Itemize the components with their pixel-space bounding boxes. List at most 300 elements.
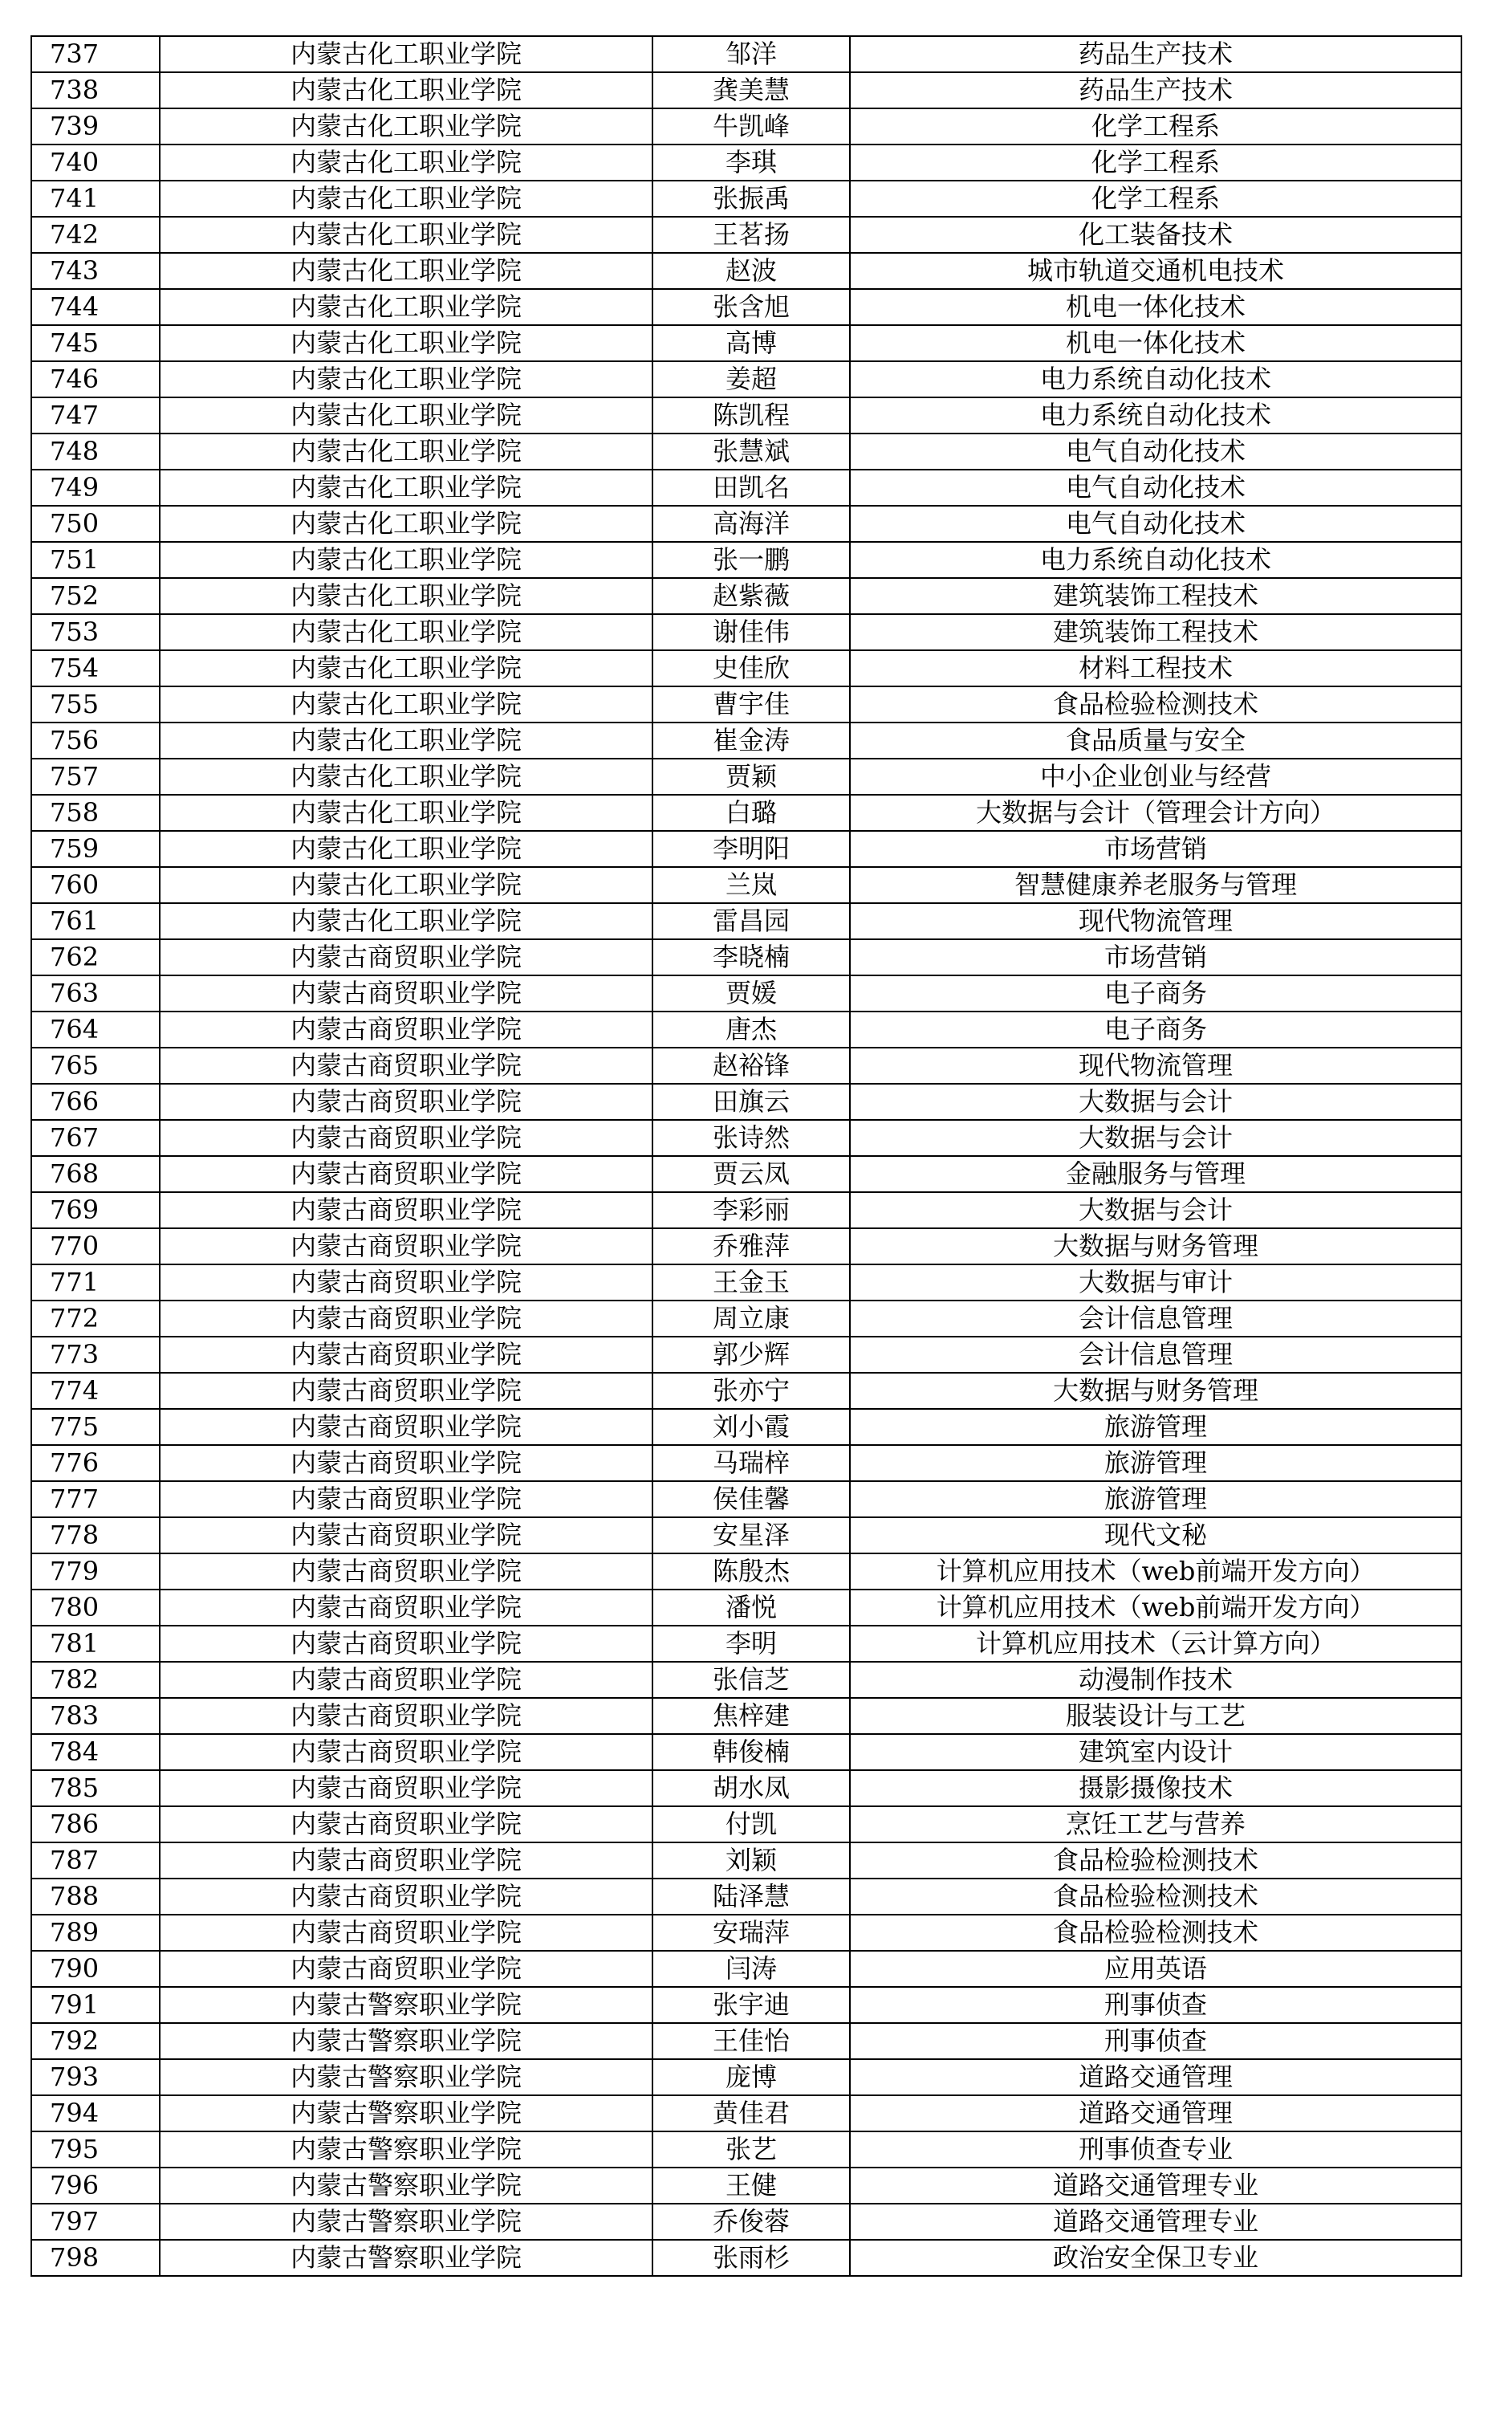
school-name-cell: 内蒙古化工职业学院 xyxy=(160,470,652,506)
major-name-cell: 大数据与财务管理 xyxy=(850,1373,1461,1409)
table-row xyxy=(31,361,1461,397)
school-name-cell: 内蒙古警察职业学院 xyxy=(160,2168,652,2204)
row-number-cell: 738 xyxy=(31,72,160,108)
student-name-cell: 潘悦 xyxy=(652,1590,850,1626)
row-number-cell: 795 xyxy=(31,2131,160,2168)
row-number-cell: 798 xyxy=(31,2240,160,2276)
student-name-cell: 邹洋 xyxy=(652,36,850,72)
student-name-cell: 张亦宁 xyxy=(652,1373,850,1409)
major-name-cell: 道路交通管理 xyxy=(850,2095,1461,2131)
table-row xyxy=(31,1048,1461,1084)
school-name-cell: 内蒙古商贸职业学院 xyxy=(160,939,652,975)
student-name-cell: 雷昌园 xyxy=(652,903,850,939)
school-name-cell: 内蒙古化工职业学院 xyxy=(160,434,652,470)
student-name-cell: 焦梓建 xyxy=(652,1698,850,1734)
row-number-cell: 764 xyxy=(31,1012,160,1048)
student-name-cell: 贾媛 xyxy=(652,975,850,1012)
major-name-cell: 电气自动化技术 xyxy=(850,434,1461,470)
table-row xyxy=(31,1373,1461,1409)
major-name-cell: 烹饪工艺与营养 xyxy=(850,1806,1461,1842)
major-name-cell: 政治安全保卫专业 xyxy=(850,2240,1461,2276)
major-name-cell: 药品生产技术 xyxy=(850,72,1461,108)
school-name-cell: 内蒙古商贸职业学院 xyxy=(160,1879,652,1915)
row-number-cell: 755 xyxy=(31,686,160,723)
table-row xyxy=(31,2095,1461,2131)
student-name-cell: 牛凯峰 xyxy=(652,108,850,145)
school-name-cell: 内蒙古警察职业学院 xyxy=(160,2204,652,2240)
school-name-cell: 内蒙古商贸职业学院 xyxy=(160,1120,652,1156)
school-name-cell: 内蒙古化工职业学院 xyxy=(160,831,652,867)
school-name-cell: 内蒙古化工职业学院 xyxy=(160,72,652,108)
major-name-cell: 建筑室内设计 xyxy=(850,1734,1461,1770)
major-name-cell: 化学工程系 xyxy=(850,145,1461,181)
school-name-cell: 内蒙古商贸职业学院 xyxy=(160,1770,652,1806)
student-name-cell: 赵裕锋 xyxy=(652,1048,850,1084)
table-row xyxy=(31,72,1461,108)
school-name-cell: 内蒙古商贸职业学院 xyxy=(160,1409,652,1445)
major-name-cell: 材料工程技术 xyxy=(850,650,1461,686)
row-number-cell: 789 xyxy=(31,1915,160,1951)
table-row xyxy=(31,1879,1461,1915)
row-number-cell: 743 xyxy=(31,253,160,289)
table-row xyxy=(31,1590,1461,1626)
major-name-cell: 食品检验检测技术 xyxy=(850,1915,1461,1951)
student-name-cell: 高博 xyxy=(652,325,850,361)
table-row xyxy=(31,2204,1461,2240)
table-row xyxy=(31,1264,1461,1301)
major-name-cell: 大数据与会计 xyxy=(850,1084,1461,1120)
major-name-cell: 应用英语 xyxy=(850,1951,1461,1987)
student-name-cell: 张诗然 xyxy=(652,1120,850,1156)
major-name-cell: 食品质量与安全 xyxy=(850,723,1461,759)
row-number-cell: 794 xyxy=(31,2095,160,2131)
major-name-cell: 食品检验检测技术 xyxy=(850,686,1461,723)
school-name-cell: 内蒙古化工职业学院 xyxy=(160,145,652,181)
row-number-cell: 751 xyxy=(31,542,160,578)
row-number-cell: 742 xyxy=(31,217,160,253)
school-name-cell: 内蒙古警察职业学院 xyxy=(160,2023,652,2059)
row-number-cell: 766 xyxy=(31,1084,160,1120)
row-number-cell: 774 xyxy=(31,1373,160,1409)
student-name-cell: 安星泽 xyxy=(652,1517,850,1553)
student-name-cell: 白璐 xyxy=(652,795,850,831)
school-name-cell: 内蒙古化工职业学院 xyxy=(160,650,652,686)
student-name-cell: 田凯名 xyxy=(652,470,850,506)
row-number-cell: 776 xyxy=(31,1445,160,1481)
row-number-cell: 745 xyxy=(31,325,160,361)
table-row xyxy=(31,2131,1461,2168)
table-row xyxy=(31,2023,1461,2059)
table-row xyxy=(31,1698,1461,1734)
student-name-cell: 郭少辉 xyxy=(652,1337,850,1373)
table-row xyxy=(31,1734,1461,1770)
major-name-cell: 服装设计与工艺 xyxy=(850,1698,1461,1734)
row-number-cell: 788 xyxy=(31,1879,160,1915)
row-number-cell: 778 xyxy=(31,1517,160,1553)
school-name-cell: 内蒙古商贸职业学院 xyxy=(160,1842,652,1879)
major-name-cell: 大数据与财务管理 xyxy=(850,1228,1461,1264)
table-row xyxy=(31,253,1461,289)
school-name-cell: 内蒙古化工职业学院 xyxy=(160,795,652,831)
table-row xyxy=(31,2059,1461,2095)
student-name-cell: 庞博 xyxy=(652,2059,850,2095)
table-row xyxy=(31,217,1461,253)
student-name-cell: 付凯 xyxy=(652,1806,850,1842)
student-name-cell: 张雨杉 xyxy=(652,2240,850,2276)
row-number-cell: 787 xyxy=(31,1842,160,1879)
student-name-cell: 姜超 xyxy=(652,361,850,397)
student-name-cell: 高海洋 xyxy=(652,506,850,542)
school-name-cell: 内蒙古商贸职业学院 xyxy=(160,1734,652,1770)
major-name-cell: 电子商务 xyxy=(850,1012,1461,1048)
table-row xyxy=(31,1770,1461,1806)
major-name-cell: 动漫制作技术 xyxy=(850,1662,1461,1698)
row-number-cell: 769 xyxy=(31,1192,160,1228)
school-name-cell: 内蒙古警察职业学院 xyxy=(160,2059,652,2095)
row-number-cell: 740 xyxy=(31,145,160,181)
major-name-cell: 智慧健康养老服务与管理 xyxy=(850,867,1461,903)
row-number-cell: 762 xyxy=(31,939,160,975)
major-name-cell: 刑事侦查专业 xyxy=(850,2131,1461,2168)
school-name-cell: 内蒙古商贸职业学院 xyxy=(160,1517,652,1553)
table-row xyxy=(31,1951,1461,1987)
major-name-cell: 大数据与会计 xyxy=(850,1192,1461,1228)
school-name-cell: 内蒙古商贸职业学院 xyxy=(160,1301,652,1337)
major-name-cell: 建筑装饰工程技术 xyxy=(850,578,1461,614)
school-name-cell: 内蒙古商贸职业学院 xyxy=(160,1481,652,1517)
school-name-cell: 内蒙古化工职业学院 xyxy=(160,867,652,903)
row-number-cell: 739 xyxy=(31,108,160,145)
school-name-cell: 内蒙古商贸职业学院 xyxy=(160,1192,652,1228)
table-row xyxy=(31,1553,1461,1590)
major-name-cell: 现代文秘 xyxy=(850,1517,1461,1553)
student-name-cell: 兰岚 xyxy=(652,867,850,903)
student-name-cell: 赵波 xyxy=(652,253,850,289)
row-number-cell: 767 xyxy=(31,1120,160,1156)
school-name-cell: 内蒙古警察职业学院 xyxy=(160,2095,652,2131)
school-name-cell: 内蒙古警察职业学院 xyxy=(160,2240,652,2276)
school-name-cell: 内蒙古化工职业学院 xyxy=(160,903,652,939)
major-name-cell: 化工装备技术 xyxy=(850,217,1461,253)
major-name-cell: 计算机应用技术（web前端开发方向） xyxy=(850,1590,1461,1626)
school-name-cell: 内蒙古商贸职业学院 xyxy=(160,1662,652,1698)
school-name-cell: 内蒙古商贸职业学院 xyxy=(160,975,652,1012)
table-row xyxy=(31,1915,1461,1951)
student-name-cell: 张一鹏 xyxy=(652,542,850,578)
roster-sheet xyxy=(30,35,1461,2277)
student-name-cell: 王金玉 xyxy=(652,1264,850,1301)
row-number-cell: 752 xyxy=(31,578,160,614)
table-row xyxy=(31,2240,1461,2276)
row-number-cell: 746 xyxy=(31,361,160,397)
major-name-cell: 市场营销 xyxy=(850,831,1461,867)
student-name-cell: 谢佳伟 xyxy=(652,614,850,650)
table-row xyxy=(31,289,1461,325)
student-name-cell: 陈凯程 xyxy=(652,397,850,434)
major-name-cell: 现代物流管理 xyxy=(850,1048,1461,1084)
table-row xyxy=(31,939,1461,975)
student-name-cell: 曹宇佳 xyxy=(652,686,850,723)
student-name-cell: 史佳欣 xyxy=(652,650,850,686)
school-name-cell: 内蒙古商贸职业学院 xyxy=(160,1264,652,1301)
table-row xyxy=(31,506,1461,542)
major-name-cell: 电气自动化技术 xyxy=(850,506,1461,542)
row-number-cell: 772 xyxy=(31,1301,160,1337)
table-row xyxy=(31,867,1461,903)
row-number-cell: 756 xyxy=(31,723,160,759)
student-name-cell: 李明阳 xyxy=(652,831,850,867)
major-name-cell: 刑事侦查 xyxy=(850,2023,1461,2059)
major-name-cell: 中小企业创业与经营 xyxy=(850,759,1461,795)
row-number-cell: 797 xyxy=(31,2204,160,2240)
student-name-cell: 刘小霞 xyxy=(652,1409,850,1445)
major-name-cell: 电力系统自动化技术 xyxy=(850,397,1461,434)
row-number-cell: 757 xyxy=(31,759,160,795)
row-number-cell: 768 xyxy=(31,1156,160,1192)
table-row xyxy=(31,1337,1461,1373)
roster-table-body xyxy=(31,36,1461,2276)
school-name-cell: 内蒙古商贸职业学院 xyxy=(160,1553,652,1590)
student-name-cell: 王佳怡 xyxy=(652,2023,850,2059)
school-name-cell: 内蒙古化工职业学院 xyxy=(160,506,652,542)
table-row xyxy=(31,181,1461,217)
major-name-cell: 金融服务与管理 xyxy=(850,1156,1461,1192)
row-number-cell: 758 xyxy=(31,795,160,831)
table-row xyxy=(31,1626,1461,1662)
table-row xyxy=(31,1120,1461,1156)
table-row xyxy=(31,1156,1461,1192)
major-name-cell: 电力系统自动化技术 xyxy=(850,542,1461,578)
student-name-cell: 陈殷杰 xyxy=(652,1553,850,1590)
row-number-cell: 744 xyxy=(31,289,160,325)
school-name-cell: 内蒙古警察职业学院 xyxy=(160,2131,652,2168)
table-row xyxy=(31,686,1461,723)
student-name-cell: 李明 xyxy=(652,1626,850,1662)
student-name-cell: 李晓楠 xyxy=(652,939,850,975)
student-name-cell: 韩俊楠 xyxy=(652,1734,850,1770)
school-name-cell: 内蒙古商贸职业学院 xyxy=(160,1012,652,1048)
major-name-cell: 旅游管理 xyxy=(850,1409,1461,1445)
school-name-cell: 内蒙古商贸职业学院 xyxy=(160,1337,652,1373)
row-number-cell: 785 xyxy=(31,1770,160,1806)
row-number-cell: 747 xyxy=(31,397,160,434)
student-name-cell: 李琪 xyxy=(652,145,850,181)
row-number-cell: 749 xyxy=(31,470,160,506)
table-row xyxy=(31,723,1461,759)
row-number-cell: 781 xyxy=(31,1626,160,1662)
student-name-cell: 胡水凤 xyxy=(652,1770,850,1806)
row-number-cell: 759 xyxy=(31,831,160,867)
school-name-cell: 内蒙古化工职业学院 xyxy=(160,36,652,72)
major-name-cell: 道路交通管理 xyxy=(850,2059,1461,2095)
table-row xyxy=(31,1806,1461,1842)
table-row xyxy=(31,1192,1461,1228)
major-name-cell: 会计信息管理 xyxy=(850,1301,1461,1337)
row-number-cell: 796 xyxy=(31,2168,160,2204)
table-row xyxy=(31,325,1461,361)
row-number-cell: 779 xyxy=(31,1553,160,1590)
school-name-cell: 内蒙古化工职业学院 xyxy=(160,108,652,145)
row-number-cell: 754 xyxy=(31,650,160,686)
school-name-cell: 内蒙古化工职业学院 xyxy=(160,397,652,434)
school-name-cell: 内蒙古商贸职业学院 xyxy=(160,1445,652,1481)
row-number-cell: 775 xyxy=(31,1409,160,1445)
major-name-cell: 大数据与会计（管理会计方向） xyxy=(850,795,1461,831)
student-name-cell: 黄佳君 xyxy=(652,2095,850,2131)
table-row xyxy=(31,2168,1461,2204)
row-number-cell: 784 xyxy=(31,1734,160,1770)
student-name-cell: 陆泽慧 xyxy=(652,1879,850,1915)
row-number-cell: 782 xyxy=(31,1662,160,1698)
student-name-cell: 张艺 xyxy=(652,2131,850,2168)
major-name-cell: 食品检验检测技术 xyxy=(850,1879,1461,1915)
row-number-cell: 763 xyxy=(31,975,160,1012)
major-name-cell: 机电一体化技术 xyxy=(850,289,1461,325)
table-row xyxy=(31,578,1461,614)
school-name-cell: 内蒙古商贸职业学院 xyxy=(160,1951,652,1987)
table-row xyxy=(31,1662,1461,1698)
student-name-cell: 闫涛 xyxy=(652,1951,850,1987)
student-name-cell: 赵紫薇 xyxy=(652,578,850,614)
student-name-cell: 张慧斌 xyxy=(652,434,850,470)
row-number-cell: 773 xyxy=(31,1337,160,1373)
table-row xyxy=(31,108,1461,145)
table-row xyxy=(31,795,1461,831)
table-row xyxy=(31,1084,1461,1120)
row-number-cell: 786 xyxy=(31,1806,160,1842)
student-name-cell: 侯佳馨 xyxy=(652,1481,850,1517)
school-name-cell: 内蒙古化工职业学院 xyxy=(160,253,652,289)
student-name-cell: 唐杰 xyxy=(652,1012,850,1048)
row-number-cell: 777 xyxy=(31,1481,160,1517)
school-name-cell: 内蒙古化工职业学院 xyxy=(160,289,652,325)
roster-table xyxy=(30,35,1462,2277)
school-name-cell: 内蒙古化工职业学院 xyxy=(160,723,652,759)
table-row xyxy=(31,145,1461,181)
school-name-cell: 内蒙古商贸职业学院 xyxy=(160,1698,652,1734)
major-name-cell: 城市轨道交通机电技术 xyxy=(850,253,1461,289)
major-name-cell: 计算机应用技术（云计算方向） xyxy=(850,1626,1461,1662)
row-number-cell: 793 xyxy=(31,2059,160,2095)
row-number-cell: 750 xyxy=(31,506,160,542)
student-name-cell: 张含旭 xyxy=(652,289,850,325)
major-name-cell: 化学工程系 xyxy=(850,181,1461,217)
row-number-cell: 770 xyxy=(31,1228,160,1264)
table-row xyxy=(31,1445,1461,1481)
major-name-cell: 计算机应用技术（web前端开发方向） xyxy=(850,1553,1461,1590)
table-row xyxy=(31,759,1461,795)
row-number-cell: 761 xyxy=(31,903,160,939)
student-name-cell: 王健 xyxy=(652,2168,850,2204)
major-name-cell: 摄影摄像技术 xyxy=(850,1770,1461,1806)
student-name-cell: 贾颖 xyxy=(652,759,850,795)
table-row xyxy=(31,831,1461,867)
major-name-cell: 建筑装饰工程技术 xyxy=(850,614,1461,650)
major-name-cell: 电子商务 xyxy=(850,975,1461,1012)
row-number-cell: 737 xyxy=(31,36,160,72)
row-number-cell: 771 xyxy=(31,1264,160,1301)
school-name-cell: 内蒙古商贸职业学院 xyxy=(160,1048,652,1084)
student-name-cell: 崔金涛 xyxy=(652,723,850,759)
major-name-cell: 化学工程系 xyxy=(850,108,1461,145)
table-row xyxy=(31,542,1461,578)
table-row xyxy=(31,1012,1461,1048)
table-row xyxy=(31,614,1461,650)
school-name-cell: 内蒙古商贸职业学院 xyxy=(160,1228,652,1264)
row-number-cell: 741 xyxy=(31,181,160,217)
student-name-cell: 田旗云 xyxy=(652,1084,850,1120)
school-name-cell: 内蒙古警察职业学院 xyxy=(160,1987,652,2023)
major-name-cell: 大数据与审计 xyxy=(850,1264,1461,1301)
table-row xyxy=(31,434,1461,470)
row-number-cell: 791 xyxy=(31,1987,160,2023)
table-row xyxy=(31,1409,1461,1445)
major-name-cell: 刑事侦查 xyxy=(850,1987,1461,2023)
row-number-cell: 748 xyxy=(31,434,160,470)
row-number-cell: 790 xyxy=(31,1951,160,1987)
major-name-cell: 旅游管理 xyxy=(850,1445,1461,1481)
student-name-cell: 张宇迪 xyxy=(652,1987,850,2023)
school-name-cell: 内蒙古化工职业学院 xyxy=(160,542,652,578)
school-name-cell: 内蒙古商贸职业学院 xyxy=(160,1806,652,1842)
school-name-cell: 内蒙古商贸职业学院 xyxy=(160,1626,652,1662)
table-row xyxy=(31,975,1461,1012)
major-name-cell: 电气自动化技术 xyxy=(850,470,1461,506)
major-name-cell: 大数据与会计 xyxy=(850,1120,1461,1156)
table-row xyxy=(31,1481,1461,1517)
student-name-cell: 贾云凤 xyxy=(652,1156,850,1192)
table-row xyxy=(31,36,1461,72)
student-name-cell: 乔俊蓉 xyxy=(652,2204,850,2240)
table-row xyxy=(31,1301,1461,1337)
row-number-cell: 760 xyxy=(31,867,160,903)
table-row xyxy=(31,1228,1461,1264)
school-name-cell: 内蒙古化工职业学院 xyxy=(160,361,652,397)
school-name-cell: 内蒙古化工职业学院 xyxy=(160,686,652,723)
major-name-cell: 药品生产技术 xyxy=(850,36,1461,72)
school-name-cell: 内蒙古化工职业学院 xyxy=(160,578,652,614)
school-name-cell: 内蒙古商贸职业学院 xyxy=(160,1373,652,1409)
school-name-cell: 内蒙古化工职业学院 xyxy=(160,759,652,795)
major-name-cell: 道路交通管理专业 xyxy=(850,2168,1461,2204)
major-name-cell: 会计信息管理 xyxy=(850,1337,1461,1373)
major-name-cell: 市场营销 xyxy=(850,939,1461,975)
table-row xyxy=(31,397,1461,434)
table-row xyxy=(31,470,1461,506)
row-number-cell: 765 xyxy=(31,1048,160,1084)
table-row xyxy=(31,1987,1461,2023)
school-name-cell: 内蒙古化工职业学院 xyxy=(160,217,652,253)
major-name-cell: 食品检验检测技术 xyxy=(850,1842,1461,1879)
major-name-cell: 电力系统自动化技术 xyxy=(850,361,1461,397)
row-number-cell: 753 xyxy=(31,614,160,650)
student-name-cell: 安瑞萍 xyxy=(652,1915,850,1951)
school-name-cell: 内蒙古商贸职业学院 xyxy=(160,1156,652,1192)
major-name-cell: 机电一体化技术 xyxy=(850,325,1461,361)
student-name-cell: 龚美慧 xyxy=(652,72,850,108)
student-name-cell: 王茗扬 xyxy=(652,217,850,253)
table-row xyxy=(31,903,1461,939)
school-name-cell: 内蒙古商贸职业学院 xyxy=(160,1590,652,1626)
row-number-cell: 792 xyxy=(31,2023,160,2059)
school-name-cell: 内蒙古化工职业学院 xyxy=(160,614,652,650)
school-name-cell: 内蒙古化工职业学院 xyxy=(160,325,652,361)
major-name-cell: 旅游管理 xyxy=(850,1481,1461,1517)
student-name-cell: 乔雅萍 xyxy=(652,1228,850,1264)
school-name-cell: 内蒙古商贸职业学院 xyxy=(160,1084,652,1120)
major-name-cell: 现代物流管理 xyxy=(850,903,1461,939)
student-name-cell: 刘颖 xyxy=(652,1842,850,1879)
